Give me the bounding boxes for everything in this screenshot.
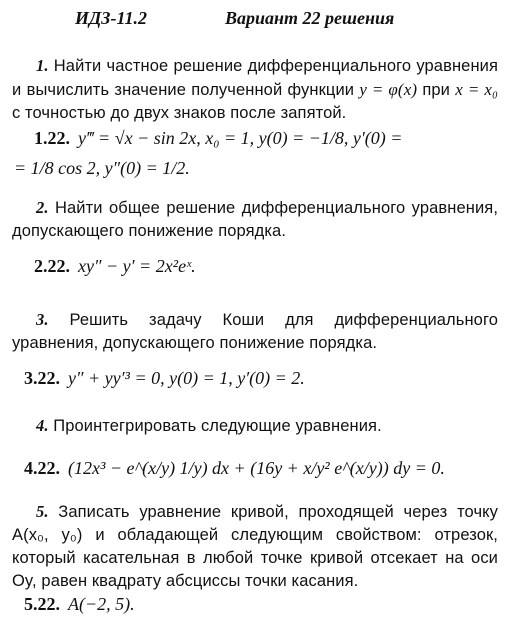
task-3-eq: y″ + yy′³ = 0, y(0) = 1, y′(0) = 2. bbox=[68, 368, 305, 388]
task-1-text-mid: при bbox=[422, 81, 451, 99]
task-5-statement bbox=[12, 500, 498, 593]
task-2-number: 2. bbox=[36, 198, 49, 217]
task-1-equation-line1 bbox=[34, 128, 402, 149]
task-4-statement bbox=[12, 414, 498, 438]
task-1-expr-point: x = x₀ bbox=[455, 80, 499, 99]
task-1-eq-line1: y‴ = √x − sin 2x, x₀ = 1, y(0) = −1/8, y′(0) = bbox=[78, 128, 403, 148]
task-3-number: 3. bbox=[36, 310, 49, 329]
task-2-eq: xy″ − y′ = 2x²eˣ. bbox=[78, 256, 196, 276]
task-4-label: 4.22. bbox=[24, 458, 60, 478]
task-4-number: 4. bbox=[36, 416, 49, 435]
task-5-label: 5.22. bbox=[24, 594, 60, 614]
task-5-number: 5. bbox=[36, 502, 49, 521]
task-1-statement bbox=[12, 54, 498, 125]
task-2-equation bbox=[34, 256, 196, 277]
task-4-text: Проинтегрировать следующие уравнения. bbox=[53, 417, 382, 435]
task-2-text: Найти общее решение дифференциального уравнения, допускающего понижение порядка. bbox=[12, 199, 498, 240]
task-5-equation bbox=[24, 594, 135, 615]
task-2-statement bbox=[12, 196, 498, 243]
task-5-eq: A(−2, 5). bbox=[68, 594, 135, 614]
task-5-text: Записать уравнение кривой, проходящей через точку A(x₀, y₀) и обладающей следующим свойством: отрезок, который касательная в любой точке кривой отсекает на оси Oy, равен квадрату абсциссы точки касания. bbox=[12, 503, 498, 590]
task-1-text: Найти частное решение дифференциального уравнения и вычислить значение полученной функции bbox=[12, 57, 499, 99]
task-3-label: 3.22. bbox=[24, 368, 60, 388]
task-3-equation bbox=[24, 368, 305, 389]
task-1-text-end: с точностью до двух знаков после запятой. bbox=[12, 104, 347, 122]
task-3-statement bbox=[12, 308, 498, 355]
task-4-eq: (12x³ − e^(x/y) 1/y) dx + (16y + x/y² e^(x/y)) dy = 0. bbox=[68, 458, 445, 478]
variant-title: Вариант 22 решения bbox=[225, 8, 395, 28]
task-1-label: 1.22. bbox=[34, 128, 70, 148]
task-1-number: 1. bbox=[36, 56, 49, 75]
task-4-equation bbox=[24, 458, 445, 479]
task-1-equation-line2: = 1/8 cos 2, y″(0) = 1/2. bbox=[14, 158, 190, 178]
task-3-text: Решить задачу Коши для дифференциального уравнения, допускающего понижение порядка. bbox=[12, 311, 498, 352]
task-2-label: 2.22. bbox=[34, 256, 70, 276]
task-1-expr-function: y = φ(x) bbox=[359, 80, 418, 99]
assignment-code: ИДЗ-11.2 bbox=[75, 8, 147, 28]
